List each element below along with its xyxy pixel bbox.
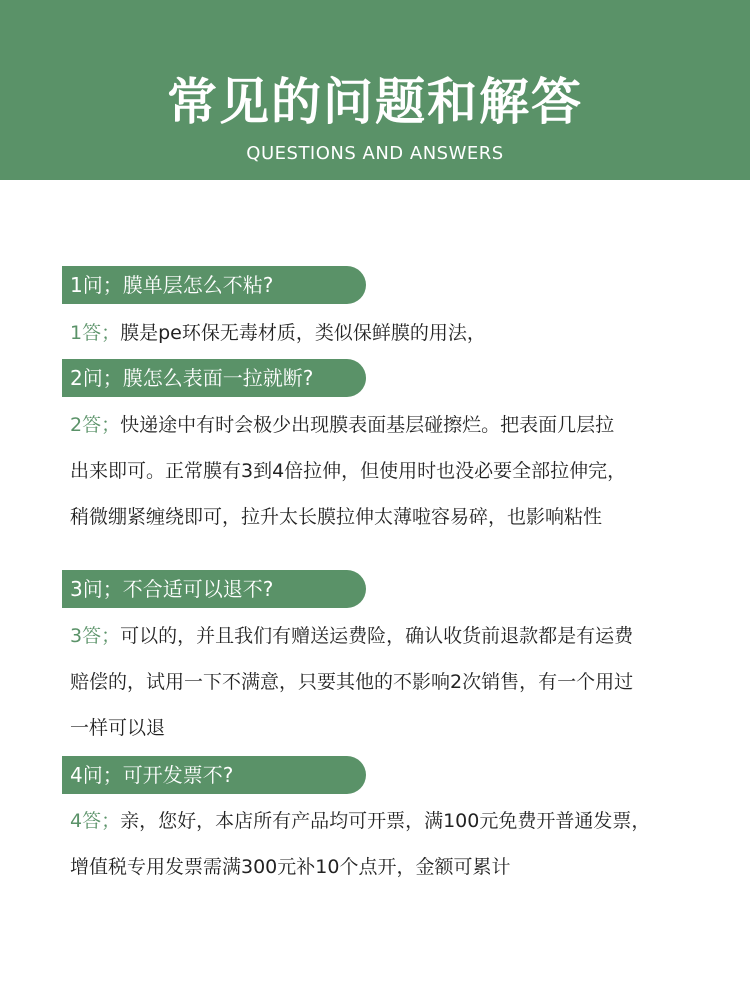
page-subtitle: QUESTIONS AND ANSWERS xyxy=(246,143,504,164)
header-banner xyxy=(0,0,750,180)
answer-2-line-1 xyxy=(70,402,690,448)
answer-4-label: 4答； xyxy=(70,810,121,832)
answer-2-line-2: 出来即可。正常膜有3到4倍拉伸，但使用时也没必要全部拉伸完， xyxy=(70,460,627,482)
answer-1-label: 1答； xyxy=(70,322,121,344)
answer-1 xyxy=(70,310,690,356)
answer-1-text-1: 膜是pe环保无毒材质，类似保鲜膜的用法， xyxy=(120,322,486,344)
question-3-pill: 3问；不合适可以退不? xyxy=(62,570,366,608)
answer-3-line-3: 一样可以退 xyxy=(70,717,166,739)
question-1-pill: 1问；膜单层怎么不粘? xyxy=(62,266,366,304)
answer-4-line-1 xyxy=(70,798,690,844)
answer-4-text-1: 亲，您好，本店所有产品均可开票，满100元免费开普通发票， xyxy=(120,810,651,832)
answer-2-text-1: 快递途中有时会极少出现膜表面基层碰擦烂。把表面几层拉 xyxy=(120,414,615,436)
answer-3-text-1: 可以的，并且我们有赠送运费险，确认收货前退款都是有运费 xyxy=(120,625,634,647)
question-2-pill: 2问；膜怎么表面一拉就断? xyxy=(62,359,366,397)
answer-4-line-2: 增值税专用发票需满300元补10个点开，金额可累计 xyxy=(70,856,511,878)
answer-2-label: 2答； xyxy=(70,414,121,436)
answer-3-line-2: 赔偿的，试用一下不满意，只要其他的不影响2次销售，有一个用过 xyxy=(70,671,634,693)
answer-3-line-1 xyxy=(70,613,690,659)
answer-4 xyxy=(70,798,690,890)
answer-2-line-3: 稍微绷紧缠绕即可，拉升太长膜拉伸太薄啦容易碎，也影响粘性 xyxy=(70,506,603,528)
question-4-pill: 4问；可开发票不? xyxy=(62,756,366,794)
answer-3-label: 3答； xyxy=(70,625,121,647)
page-title: 常见的问题和解答 xyxy=(167,73,583,131)
answer-1-line-1 xyxy=(70,310,690,356)
answer-2 xyxy=(70,402,690,540)
answer-3 xyxy=(70,613,690,751)
